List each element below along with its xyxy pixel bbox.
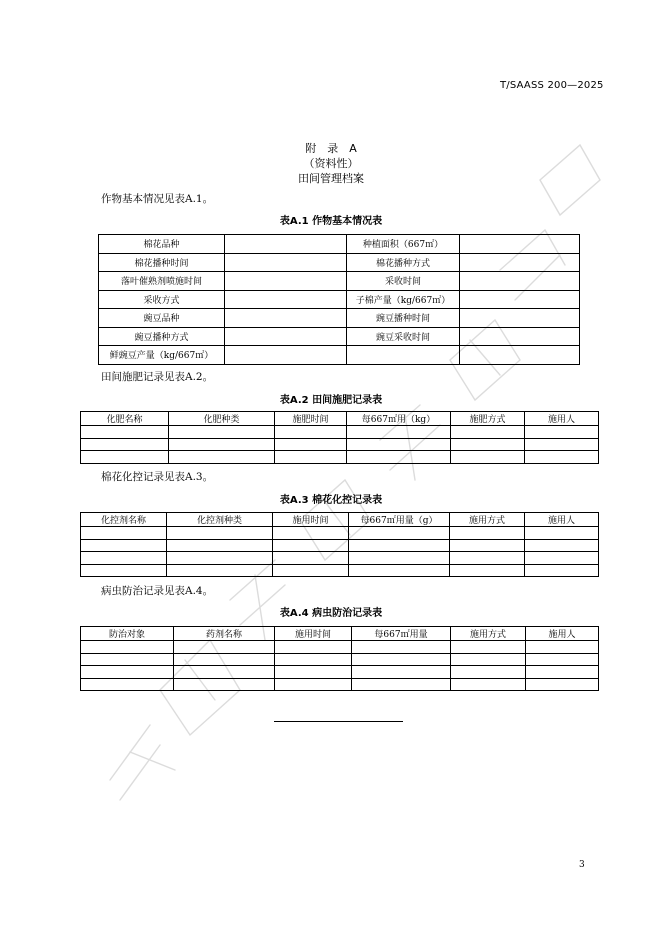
table-cell [225,272,347,291]
table-row [81,641,599,654]
table-row [81,678,599,691]
table-cell: 鲜豌豆产量（kg/667㎡） [99,346,225,365]
page-number: 3 [579,860,585,870]
table-cell [225,346,347,365]
table-row [81,666,599,679]
table-cell [225,253,347,272]
table-row [81,564,599,577]
header-cell: 施用人 [526,627,599,641]
table-cell: 子棉产量（kg/667㎡） [347,290,460,309]
header-cell: 施用时间 [273,513,349,527]
table-row [99,272,580,291]
table-cell [460,235,580,254]
table3-caption: 表A.3 棉花化控记录表 [279,495,383,506]
table-cell: 棉花播种时间 [99,253,225,272]
table-row [99,253,580,272]
table-header-row [81,412,599,426]
table-cell [460,290,580,309]
header-cell: 施用时间 [275,627,352,641]
header-cell: 施肥方式 [451,412,525,426]
header-cell: 每667㎡用（kg） [347,412,451,426]
table-row [81,426,599,439]
crop-info-table [98,234,580,365]
table-header-row [81,627,599,641]
table-cell [347,346,460,365]
fertilizer-record-table [80,411,599,464]
header-cell: 防治对象 [81,627,174,641]
table-row [81,552,599,565]
header-cell: 每667㎡用量（g） [349,513,450,527]
table-row [81,653,599,666]
table-cell: 豌豆播种时间 [347,309,460,328]
table-cell [460,272,580,291]
table-row [99,327,580,346]
table-row [99,346,580,365]
end-separator-line [274,721,403,722]
table-cell: 棉花播种方式 [347,253,460,272]
chemical-control-record-table [80,512,599,577]
table-cell [460,327,580,346]
table-row [99,309,580,328]
appendix-title: 附 录 A [305,142,357,155]
header-cell: 化控剂种类 [167,513,273,527]
table-cell: 棉花品种 [99,235,225,254]
intro-table2: 田间施肥记录见表A.2。 [101,371,214,383]
header-cell: 化肥名称 [81,412,169,426]
intro-table1: 作物基本情况见表A.1。 [101,193,214,205]
table-cell [225,327,347,346]
pest-control-record-table [80,626,599,691]
header-cell: 化控剂名称 [81,513,167,527]
table-row [81,527,599,540]
appendix-nature: （资料性） [303,157,359,170]
table-cell: 落叶催熟剂喷施时间 [99,272,225,291]
table-cell: 豌豆播种方式 [99,327,225,346]
table-cell: 采收方式 [99,290,225,309]
header-cell: 施用人 [525,412,599,426]
header-cell: 施用方式 [450,513,525,527]
header-cell: 施肥时间 [275,412,347,426]
appendix-subtitle: 田间管理档案 [298,172,364,185]
table-row [99,290,580,309]
intro-table3: 棉花化控记录见表A.3。 [101,471,214,483]
table2-caption: 表A.2 田间施肥记录表 [279,395,383,406]
table-cell [225,235,347,254]
table-row [81,451,599,464]
header-cell: 施用方式 [451,627,526,641]
table-cell: 采收时间 [347,272,460,291]
header-cell: 每667㎡用量 [352,627,451,641]
table-row [99,235,580,254]
table-cell: 豌豆采收时间 [347,327,460,346]
table-header-row [81,513,599,527]
header-cell: 施用人 [525,513,599,527]
table4-caption: 表A.4 病虫防治记录表 [279,608,383,619]
table-cell: 豌豆品种 [99,309,225,328]
intro-table4: 病虫防治记录见表A.4。 [101,585,214,597]
table-cell [460,309,580,328]
document-code: T/SAASS 200—2025 [500,80,604,91]
table-row [81,438,599,451]
table-cell: 种植面积（667㎡） [347,235,460,254]
table-cell [460,253,580,272]
header-cell: 化肥种类 [169,412,275,426]
table-cell [460,346,580,365]
header-cell: 药剂名称 [174,627,275,641]
table-row [81,539,599,552]
table1-caption: 表A.1 作物基本情况表 [279,216,383,227]
table-cell [225,309,347,328]
table-cell [225,290,347,309]
